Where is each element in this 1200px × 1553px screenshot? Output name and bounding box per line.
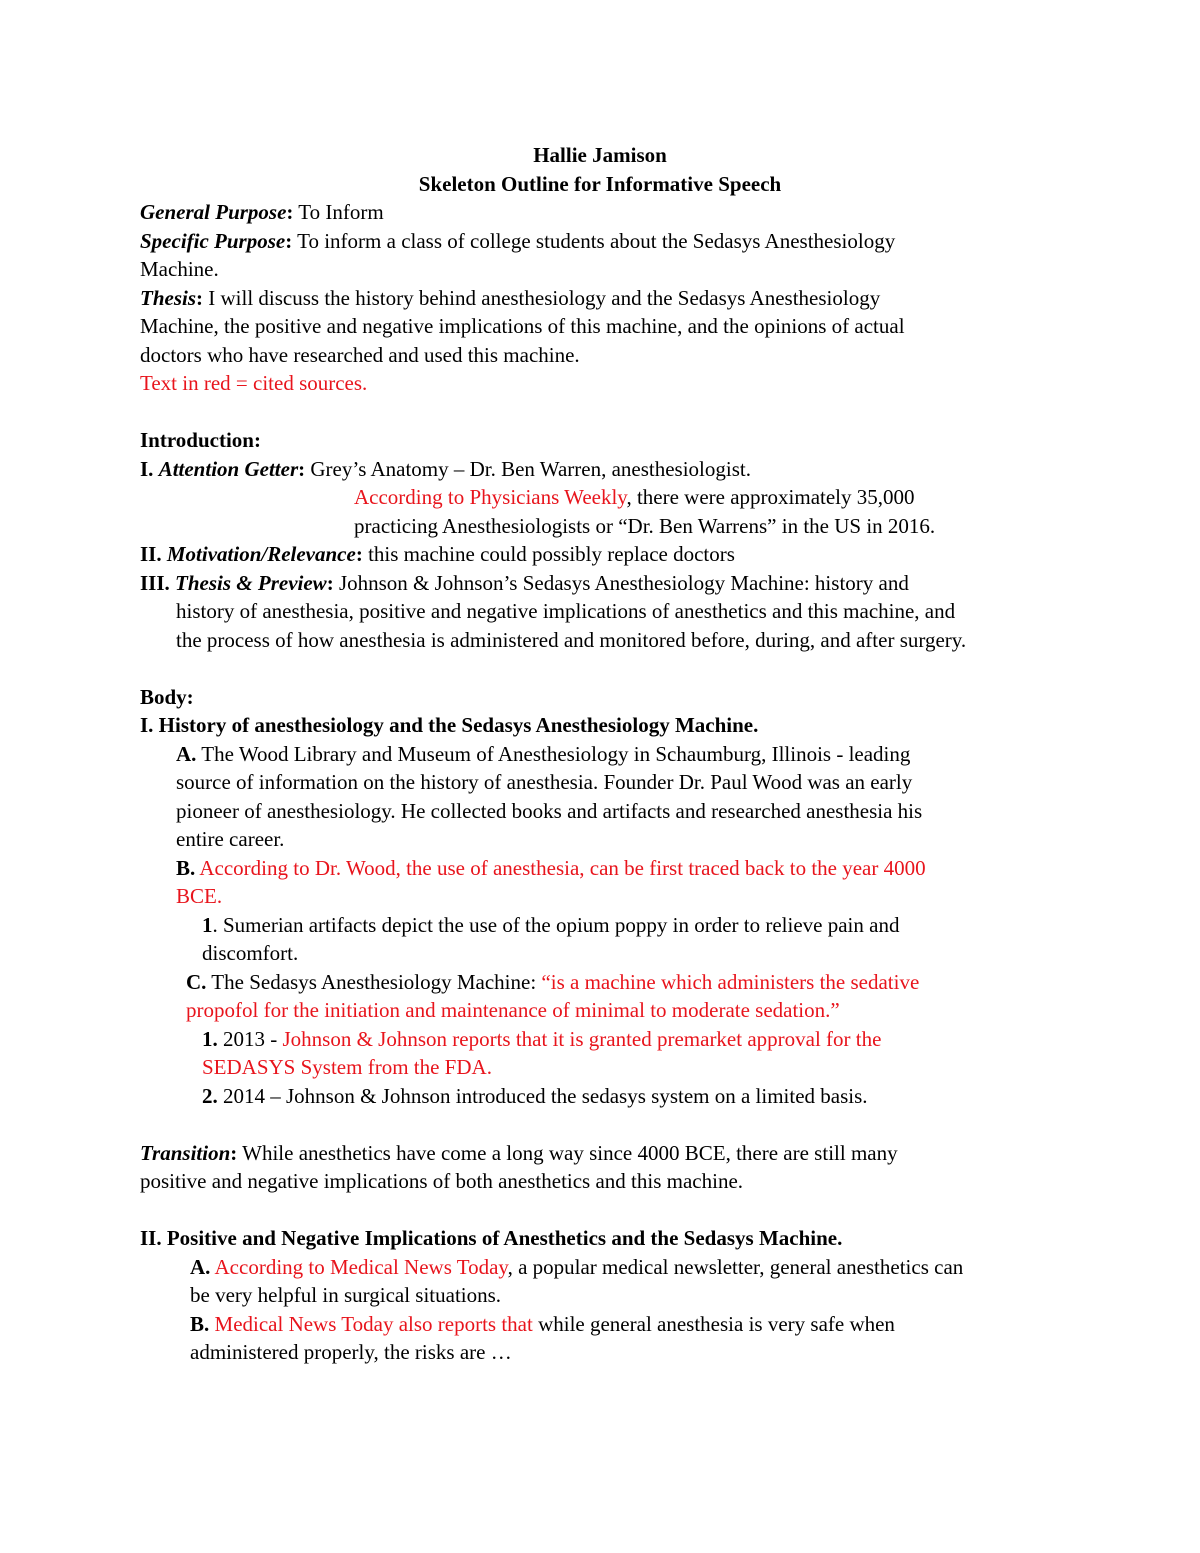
item-2a <box>190 1253 963 1281</box>
general-purpose-line: General Purpose: To Inform <box>140 200 384 224</box>
section-2-heading: II. Positive and Negative Implications of Anesthetics and the Sedasys Machine. <box>140 1226 843 1250</box>
physicians-weekly-citation: According to Physicians Weekly <box>354 485 627 509</box>
transition-line: Transition: While anesthetics have come a long way since 4000 BCE, there are still many <box>140 1141 898 1165</box>
item-1c-2-label: 2. <box>202 1084 218 1108</box>
item-1c-cont: propofol for the initiation and maintenance of minimal to moderate sedation.” <box>186 998 840 1022</box>
item-1a-cont-1: source of information on the history of anesthesia. Founder Dr. Paul Wood was an early <box>176 770 913 794</box>
intro-item-1-cont-text: , there were approximately 35,000 <box>626 485 915 509</box>
thesis-preview-text: Johnson & Johnson’s Sedasys Anesthesiology Machine: history and <box>338 571 909 595</box>
transition-label: Transition <box>140 1141 231 1165</box>
medical-news-today-citation-2: Medical News Today also reports that <box>214 1312 533 1336</box>
item-2b <box>190 1310 895 1338</box>
item-1b-label: B. <box>176 856 196 880</box>
specific-purpose-cont: Machine. <box>140 257 219 281</box>
item-1c-text: The Sedasys Anesthesiology Machine: <box>211 970 542 994</box>
thesis-line: Thesis: I will discuss the history behind anesthesiology and the Sedasys Anesthesiology <box>140 286 881 310</box>
dr-wood-citation: According to Dr. Wood, the use of anesthesia, can be first traced back to the year 4000 <box>199 856 926 880</box>
intro-item-1-cont <box>354 483 915 511</box>
attention-getter-text: Grey’s Anatomy – Dr. Ben Warren, anesthesiologist. <box>310 457 751 481</box>
intro-item-1: I. Attention Getter: Grey’s Anatomy – Dr. Ben Warren, anesthesiologist. <box>140 457 751 481</box>
section-1-heading: I. History of anesthesiology and the Sedasys Anesthesiology Machine. <box>140 713 759 737</box>
item-1c <box>186 968 919 996</box>
thesis-preview-label: Thesis & Preview <box>175 571 327 595</box>
item-1b <box>176 854 926 882</box>
document-title: Skeleton Outline for Informative Speech <box>418 172 782 196</box>
item-2b-label: B. <box>190 1312 210 1336</box>
thesis-cont-1: Machine, the positive and negative implications of this machine, and the opinions of actual <box>140 314 905 338</box>
intro-item-3-cont-1: history of anesthesia, positive and negative implications of anesthetics and this machine, and <box>176 599 956 623</box>
thesis-cont-2: doctors who have researched and used this machine. <box>140 343 580 367</box>
item-1b-1-cont: discomfort. <box>202 941 299 965</box>
transition-text: While anesthetics have come a long way since 4000 BCE, there are still many <box>242 1141 898 1165</box>
specific-purpose-text: To inform a class of college students about the Sedasys Anesthesiology <box>297 229 896 253</box>
item-1b-1-label: 1 <box>202 913 213 937</box>
item-2b-text: while general anesthesia is very safe when <box>532 1312 895 1336</box>
motivation-text: this machine could possibly replace doctors <box>368 542 735 566</box>
intro-item-1-number: I. <box>140 457 154 481</box>
attention-getter-label: Attention Getter <box>158 457 299 481</box>
item-1a-cont-3: entire career. <box>176 827 285 851</box>
intro-item-3: III. Thesis & Preview: Johnson & Johnson’s Sedasys Anesthesiology Machine: history and <box>140 571 909 595</box>
item-1a-cont-2: pioneer of anesthesiology. He collected books and artifacts and researched anesthesia his <box>176 799 923 823</box>
item-1c-1-label: 1. <box>202 1027 218 1051</box>
intro-item-3-cont-2: the process of how anesthesia is administered and monitored before, during, and after surgery. <box>176 628 967 652</box>
thesis-text: I will discuss the history behind anesthesiology and the Sedasys Anesthesiology <box>208 286 881 310</box>
general-purpose-text: To Inform <box>298 200 384 224</box>
item-1a <box>176 740 910 768</box>
intro-item-2-number: II. <box>140 542 162 566</box>
intro-item-2: II. Motivation/Relevance: this machine could possibly replace doctors <box>140 542 735 566</box>
item-1c-1-text: 2013 - <box>223 1027 283 1051</box>
item-1a-text: The Wood Library and Museum of Anesthesiology in Schaumburg, Illinois - leading <box>201 742 911 766</box>
intro-item-3-number: III. <box>140 571 170 595</box>
specific-purpose-label: Specific Purpose <box>140 229 286 253</box>
medical-news-today-citation: According to Medical News Today <box>214 1255 508 1279</box>
item-2a-text: , a popular medical newsletter, general anesthetics can <box>507 1255 964 1279</box>
item-2a-label: A. <box>190 1255 211 1279</box>
intro-item-1-cont-2: practicing Anesthesiologists or “Dr. Ben Warrens” in the US in 2016. <box>354 514 936 538</box>
transition-cont: positive and negative implications of both anesthetics and this machine. <box>140 1169 744 1193</box>
item-2a-cont: be very helpful in surgical situations. <box>190 1283 502 1307</box>
fda-approval-citation: Johnson & Johnson reports that it is granted premarket approval for the <box>282 1027 882 1051</box>
item-1b-1 <box>202 911 899 939</box>
citation-legend: Text in red = cited sources. <box>140 371 368 395</box>
body-heading: Body: <box>140 685 194 709</box>
item-1a-label: A. <box>176 742 197 766</box>
item-1b-cont: BCE. <box>176 884 223 908</box>
item-1c-2-text: 2014 – Johnson & Johnson introduced the sedasys system on a limited basis. <box>223 1084 868 1108</box>
item-1c-1 <box>202 1025 881 1053</box>
specific-purpose-line: Specific Purpose: To inform a class of college students about the Sedasys Anesthesiology <box>140 229 896 253</box>
introduction-heading: Introduction: <box>140 428 261 452</box>
item-1c-label: C. <box>186 970 207 994</box>
author-name: Hallie Jamison <box>533 143 667 167</box>
general-purpose-label: General Purpose <box>140 200 287 224</box>
item-1c-1-cont: SEDASYS System from the FDA. <box>202 1055 492 1079</box>
thesis-label: Thesis <box>140 286 197 310</box>
item-1c-2 <box>202 1082 868 1110</box>
item-2b-cont: administered properly, the risks are … <box>190 1340 512 1364</box>
item-1b-1-text: . Sumerian artifacts depict the use of the opium poppy in order to relieve pain and <box>212 913 900 937</box>
sedasys-definition-citation: “is a machine which administers the sedative <box>541 970 920 994</box>
motivation-label: Motivation/Relevance <box>166 542 356 566</box>
